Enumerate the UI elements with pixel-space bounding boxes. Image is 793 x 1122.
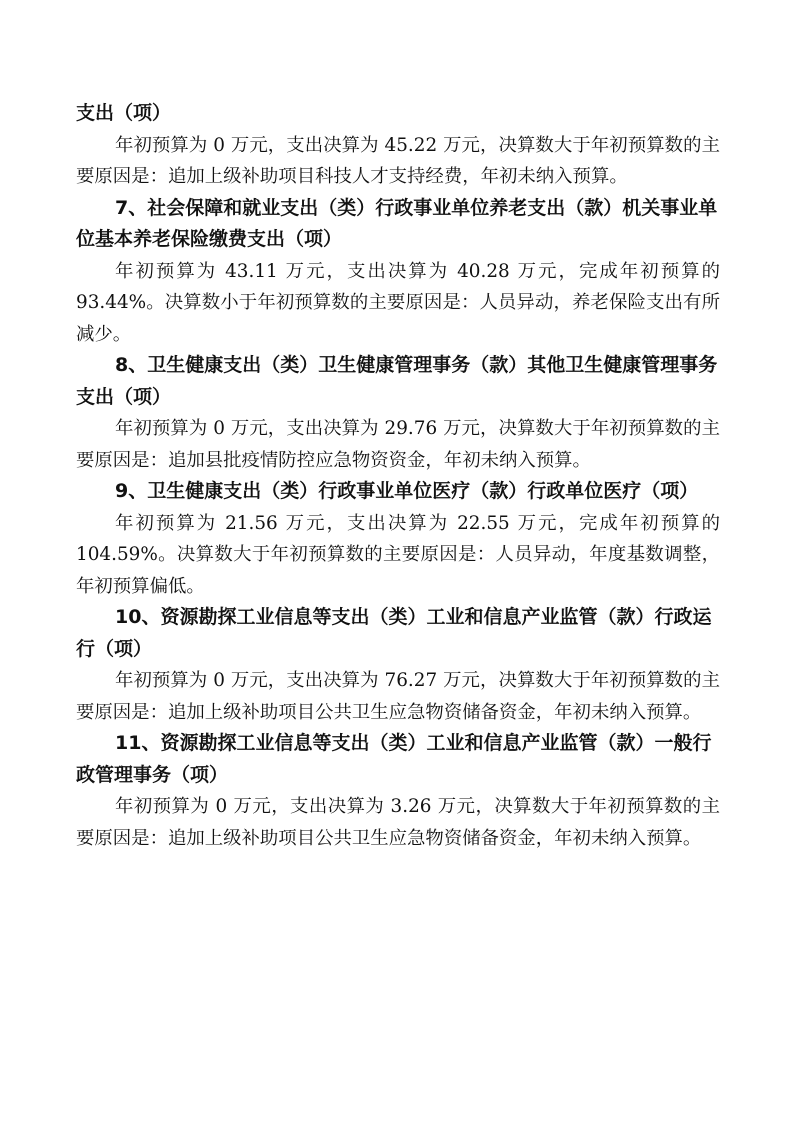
section-paragraph-7: 年初预算为 43.11 万元，支出决算为 40.28 万元，完成年初预算的 93.44%。决算数小于年初预算数的主要原因是：人员异动，养老保险支出有所减少。 (76, 260, 720, 345)
section-paragraph-9: 年初预算为 21.56 万元，支出决算为 22.55 万元，完成年初预算的 104.59%。决算数大于年初预算数的主要原因是：人员异动，年度基数调整，年初预算偏低。 (76, 512, 720, 597)
section-paragraph-11: 年初预算为 0 万元，支出决算为 3.26 万元，决算数大于年初预算数的主要原因是：追加上级补助项目公共卫生应急物资储备资金，年初未纳入预算。 (76, 796, 720, 849)
section-heading-11: 11、资源勘探工业信息等支出（类）工业和信息产业监管（款）一般行政管理事务（项） (76, 732, 712, 786)
section-paragraph-8: 年初预算为 0 万元，支出决算为 29.76 万元，决算数大于年初预算数的主要原因是：追加县批疫情防控应急物资资金，年初未纳入预算。 (76, 418, 720, 471)
section-heading-7: 7、社会保障和就业支出（类）行政事业单位养老支出（款）机关事业单位基本养老保险缴费支出（项） (76, 196, 718, 250)
section-heading-9: 9、卫生健康支出（类）行政事业单位医疗（款）行政单位医疗（项） (115, 480, 699, 502)
document-page (76, 98, 720, 854)
section-heading-fragment: 支出（项） (76, 102, 172, 124)
section-heading-10: 10、资源勘探工业信息等支出（类）工业和信息产业监管（款）行政运行（项） (76, 606, 712, 660)
section-paragraph-10: 年初预算为 0 万元，支出决算为 76.27 万元，决算数大于年初预算数的主要原因是：追加上级补助项目公共卫生应急物资储备资金，年初未纳入预算。 (76, 670, 720, 723)
section-paragraph: 年初预算为 0 万元，支出决算为 45.22 万元，决算数大于年初预算数的主要原因是：追加上级补助项目科技人才支持经费，年初未纳入预算。 (76, 134, 720, 187)
section-heading-8: 8、卫生健康支出（类）卫生健康管理事务（款）其他卫生健康管理事务支出（项） (76, 354, 718, 408)
